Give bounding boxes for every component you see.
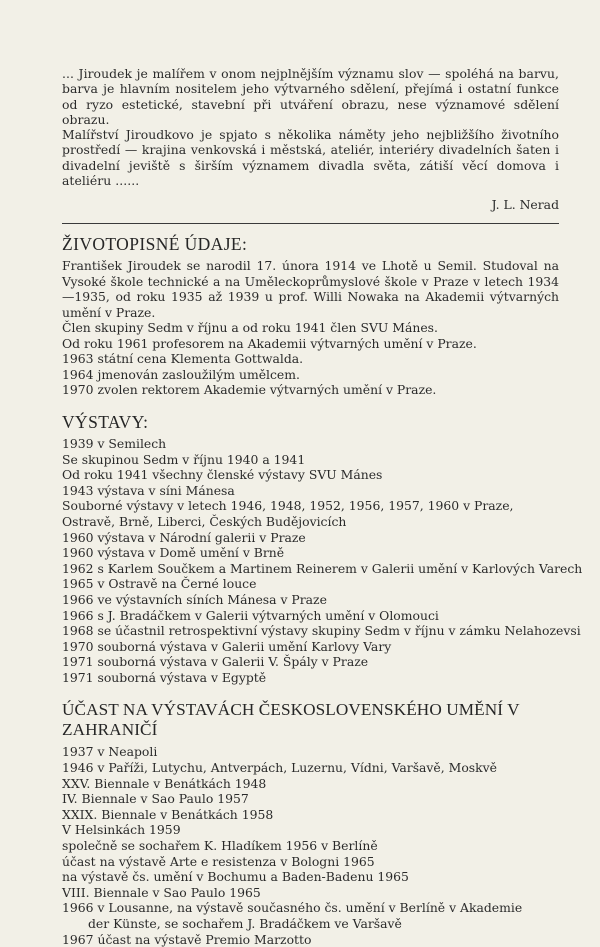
abroad-item-1966 xyxy=(62,900,559,931)
abroad-item: XXIX. Biennale v Benátkách 1958 xyxy=(62,806,274,822)
document-page xyxy=(62,66,583,947)
exhibition-item: 1966 s J. Bradáčkem v Galerii výtvarných umění v Olomouci xyxy=(62,607,439,623)
exhibitions-section xyxy=(62,411,583,686)
abroad-item: V Helsinkách 1959 xyxy=(62,822,181,838)
abroad-item: společně se sochařem K. Hladíkem 1956 v Berlíně xyxy=(62,838,378,854)
abroad-item: 1937 v Neapoli xyxy=(62,744,158,760)
biography-line: Člen skupiny Sedm v říjnu a od roku 1941 člen SVU Mánes. xyxy=(62,320,438,335)
exhibition-item: 1939 v Semilech xyxy=(62,435,167,451)
biography-line: 1970 zvolen rektorem Akademie výtvarných umění v Praze. xyxy=(62,382,437,398)
abroad-item: XXV. Biennale v Benátkách 1948 xyxy=(62,775,267,791)
quote-section xyxy=(62,66,559,212)
abroad-item-1966-line-1: 1966 v Lousanne, na výstavě současného čs. umění v Berlíně v Akademie xyxy=(62,900,523,916)
exhibition-item: 1960 výstava v Domě umění v Brně xyxy=(62,545,285,561)
biography-line: Od roku 1961 profesorem na Akademii výtvarných umění v Praze. xyxy=(62,335,477,351)
exhibition-item: 1971 souborná výstava v Galerii V. Špály v Praze xyxy=(62,654,369,670)
biography-section xyxy=(62,234,559,398)
exhibition-item: 1962 s Karlem Součkem a Martinem Reinerem v Galerii umění v Karlových Varech xyxy=(62,560,583,576)
exhibition-item: 1966 ve výstavních síních Mánesa v Praze xyxy=(62,591,327,607)
biography-line: 1964 jmenován zasloužilým umělcem. xyxy=(62,366,300,382)
quote-author: J. L. Nerad xyxy=(491,197,559,213)
abroad-item: IV. Biennale v Sao Paulo 1957 xyxy=(62,791,249,807)
quote-paragraph-1: ... Jiroudek je malířem v onom nejplnějším významu slov — spoléhá na barvu, barva je hlavním nositelem jeho výtvarného sdělení, přejímá i ostatní funkce od ryzo estetické, stavební při utváření obrazu, nese významové sdělení obrazu. xyxy=(62,66,559,127)
exhibition-item: Od roku 1941 všechny členské výstavy SVU Mánes xyxy=(62,467,383,483)
biography-list xyxy=(62,320,559,398)
abroad-heading: ÚČAST NA VÝSTAVÁCH ČESKOSLOVENSKÉHO UMĚNÍ V ZAHRANIČÍ xyxy=(62,700,520,740)
abroad-item: 1967 účast na výstavě Premio Marzotto xyxy=(62,931,312,947)
biography-line: 1963 státní cena Klementa Gottwalda. xyxy=(62,351,304,367)
exhibitions-heading: VÝSTAVY: xyxy=(62,411,149,432)
abroad-list xyxy=(62,744,559,947)
abroad-item-1966-line-2: der Künste, se sochařem J. Bradáčkem ve Varšavě xyxy=(88,916,402,931)
abroad-item: účast na výstavě Arte e resistenza v Bologni 1965 xyxy=(62,853,375,869)
biography-paragraph: František Jiroudek se narodil 17. února 1914 ve Lhotě u Semil. Studoval na Vysoké škole technické a na Uměleckoprůmyslové škole v Praze v letech 1934—1935, od roku 1935 až 1939 u prof. Willi Nowaka na Akademii výtvarných umění v Praze. xyxy=(62,258,559,320)
exhibition-item: Souborné výstavy v letech 1946, 1948, 1952, 1956, 1957, 1960 v Praze, Ostravě, Brně, Liberci, Českých Budějovicích xyxy=(62,498,514,529)
abroad-item: na výstavě čs. umění v Bochumu a Baden-Badenu 1965 xyxy=(62,869,409,885)
exhibitions-list xyxy=(62,435,583,686)
horizontal-divider xyxy=(62,223,559,224)
abroad-item: 1946 v Paříži, Lutychu, Antverpách, Luzernu, Vídni, Varšavě, Moskvě xyxy=(62,760,497,776)
exhibition-item: 1960 výstava v Národní galerii v Praze xyxy=(62,529,306,545)
exhibition-item: 1971 souborná výstava v Egyptě xyxy=(62,669,267,685)
exhibition-item: Se skupinou Sedm v říjnu 1940 a 1941 xyxy=(62,451,306,467)
quote-paragraph-2: Malířství Jiroudkovo je spjato s několika náměty jeho nejbližšího životního prostředí — krajina venkovská i městská, ateliér, interiéry divadelních šaten i divadelní jeviště s širším významem divadla světa, zátiší věcí domova i ateliéru ...... xyxy=(62,127,559,189)
abroad-item: VIII. Biennale v Sao Paulo 1965 xyxy=(62,884,261,900)
exhibition-item: 1943 výstava v síni Mánesa xyxy=(62,482,235,498)
biography-heading: ŽIVOTOPISNÉ ÚDAJE: xyxy=(62,234,248,255)
exhibition-item: 1965 v Ostravě na Černé louce xyxy=(62,576,257,592)
abroad-exhibitions-section xyxy=(62,700,559,947)
exhibition-item: 1970 souborná výstava v Galerii umění Karlovy Vary xyxy=(62,638,392,654)
exhibition-item: 1968 se účastnil retrospektivní výstavy skupiny Sedm v říjnu v zámku Nelahozevsi xyxy=(62,623,581,639)
